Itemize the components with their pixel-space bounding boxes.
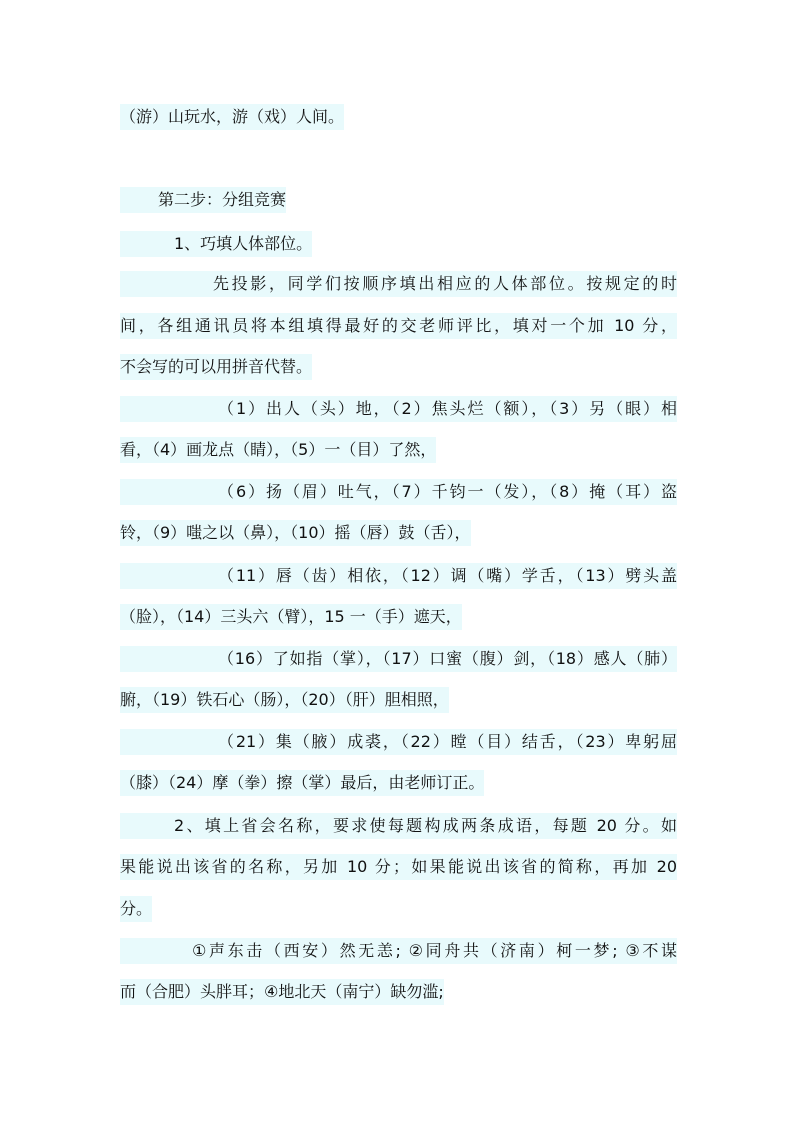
text-line: 铃，（9）嗤之以（鼻），（10）摇（唇）鼓（舌）， [120, 520, 471, 546]
text-line: 不会写的可以用拼音代替。 [120, 354, 312, 380]
text-line: （21）集（腋）成裘，（22）瞠（目）结舌，（23）卑躬屈 [120, 729, 677, 755]
text-line: 分。 [120, 896, 152, 922]
text-line: ①声东击（西安）然无恙; ②同舟共（济南）柯一梦; ③不谋 [120, 938, 677, 964]
text-line: 看，（4）画龙点（睛），（5）一（目）了然， [120, 437, 436, 463]
text-line: 间，各组通讯员将本组填得最好的交老师评比，填对一个加 10 分， [120, 313, 677, 339]
text-line: （16）了如指（掌），（17）口蜜（腹）剑，（18）感人（肺） [120, 646, 677, 672]
text-line: 而（合肥）头胖耳；④地北天（南宁）缺勿滥; [120, 979, 444, 1005]
section-heading: 第二步：分组竞赛 [120, 187, 286, 213]
text-line: （11）唇（齿）相依，（12）调（嘴）学舌，（13）劈头盖 [120, 563, 677, 589]
text-line: （膝）（24）摩（拳）擦（掌）最后，由老师订正。 [120, 770, 484, 796]
subsection-heading: 1、巧填人体部位。 [120, 231, 312, 257]
text-line: （脸），（14）三头六（臂），15 一（手）遮天， [120, 604, 462, 630]
text-line: 果能说出该省的名称，另加 10 分；如果能说出该省的简称，再加 20 [120, 854, 677, 880]
text-line: 先投影，同学们按顺序填出相应的人体部位。按规定的时 [120, 271, 677, 297]
text-line: （1）出人（头）地，（2）焦头烂（额），（3）另（眼）相 [120, 396, 677, 422]
text-line: （6）扬（眉）吐气，（7）千钧一（发），（8）掩（耳）盗 [120, 479, 677, 505]
text-line: 2、填上省会名称，要求使每题构成两条成语，每题 20 分。如 [120, 813, 677, 839]
text-line: （游）山玩水，游（戏）人间。 [120, 104, 344, 130]
text-line: 腑，（19）铁石心（肠），（20）（肝）胆相照， [120, 687, 449, 713]
